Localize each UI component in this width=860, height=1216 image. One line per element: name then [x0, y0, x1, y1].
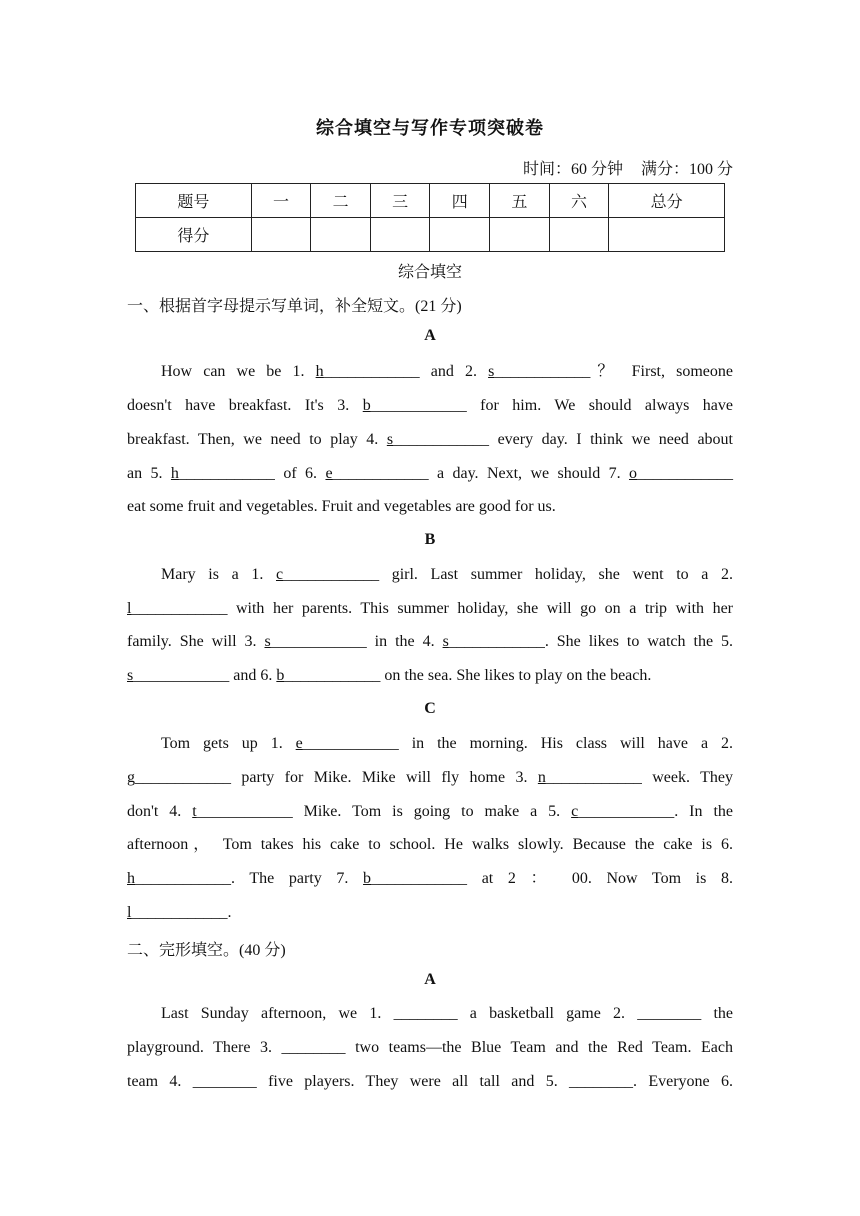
score-cell[interactable] [311, 218, 371, 252]
header-cell: 五 [490, 184, 550, 218]
hint-letter: n [537, 769, 546, 786]
passage-line [127, 835, 733, 855]
full-score: 满分：100 分 [640, 161, 733, 178]
header-cell: 题号 [136, 184, 252, 218]
score-cell[interactable] [251, 218, 311, 252]
passage-text: ____________ of 6. [178, 465, 326, 482]
hint-letter: s [442, 633, 449, 650]
passage-a-label: A [424, 327, 436, 344]
hint-letter: h [315, 363, 324, 380]
score-table-score-row [136, 218, 725, 252]
passage-text: Tom gets up 1. [161, 735, 296, 752]
passage-line [161, 362, 733, 382]
score-table [135, 183, 725, 252]
hint-letter: b [363, 870, 372, 887]
section-2-heading: 二、完形填空。(40 分) [127, 942, 286, 959]
passage-c-label: C [424, 700, 436, 717]
passage-text: don't 4. [127, 803, 193, 820]
passage-text: ____________ and 6. [133, 667, 277, 684]
hint-letter: s [264, 633, 271, 650]
header-cell: 一 [251, 184, 311, 218]
hint-letter: o [629, 465, 638, 482]
passage-text: ____________ girl. Last summer holiday, she went to a 2. [283, 566, 733, 583]
section-1-heading: 一、根据首字母提示写单词，补全短文。(21 分) [127, 298, 462, 315]
passage-text: ____________. The party 7. [135, 870, 364, 887]
header-cell: 二 [311, 184, 371, 218]
passage-text: ____________ [637, 465, 734, 482]
passage-text: ____________. [131, 904, 232, 921]
score-cell[interactable] [430, 218, 490, 252]
hint-letter: b [276, 667, 285, 684]
score-table-header-row [136, 184, 725, 218]
score-cell[interactable] [490, 218, 550, 252]
header-cell: 六 [549, 184, 609, 218]
passage-text: Mary is a 1. [161, 566, 276, 583]
passage-line [127, 1072, 733, 1092]
passage-text: ____________ week. They [545, 769, 733, 786]
passage-text: ____________ for him. We should always have [370, 397, 734, 414]
passage-text: ____________ party for Mike. Mike will fly home 3. [135, 769, 538, 786]
passage-line [127, 396, 733, 416]
hint-letter: s [488, 363, 495, 380]
hint-letter: s [386, 431, 394, 448]
passage-text: an 5. [127, 465, 171, 482]
header-cell: 三 [370, 184, 430, 218]
passage-text: family. She will 3. [127, 633, 265, 650]
passage-text: afternoon， Tom takes his cake to school. He walks slowly. Because the cake is 6. [127, 836, 733, 853]
passage-text: How can we be 1. [161, 363, 316, 380]
hint-letter: h [170, 465, 179, 482]
score-cell[interactable] [609, 218, 725, 252]
part-heading: 综合填空 [397, 264, 462, 281]
passage-text: breakfast. Then, we need to play 4. [127, 431, 387, 448]
hint-letter: h [127, 870, 135, 887]
passage-line [127, 768, 733, 788]
hint-letter: g [127, 769, 135, 786]
score-cell[interactable] [370, 218, 430, 252]
hint-letter: e [295, 735, 303, 752]
time-limit: 时间：60 分钟 [522, 161, 623, 178]
passage-line [127, 632, 733, 652]
passage-text: ____________ on the sea. She likes to play on the beach. [284, 667, 652, 684]
passage-text: ____________ Mike. Tom is going to make a 5. [196, 803, 572, 820]
passage-line [127, 666, 733, 686]
passage-line [127, 497, 733, 517]
passage-line [127, 464, 733, 484]
score-row-label: 得分 [136, 218, 252, 252]
score-cell[interactable] [549, 218, 609, 252]
passage-text: ____________ in the 4. [270, 633, 443, 650]
passage-text: ____________. In the [578, 803, 734, 820]
passage-text: ____________ a day. Next, we should 7. [332, 465, 630, 482]
hint-letter: l [127, 600, 132, 617]
passage-text: ____________ every day. I think we need about [393, 431, 734, 448]
cloze-a-label: A [424, 971, 436, 988]
hint-letter: c [571, 803, 579, 820]
header-cell: 四 [430, 184, 490, 218]
passage-text: doesn't have breakfast. It's 3. [127, 397, 363, 414]
passage-line [127, 430, 733, 450]
hint-letter: b [362, 397, 371, 414]
passage-line [127, 599, 733, 619]
hint-letter: e [325, 465, 333, 482]
page-title: 综合填空与写作专项突破卷 [316, 118, 544, 139]
passage-text: playground. There 3. ________ two teams—the Blue Team and the Red Team. Each [127, 1039, 733, 1056]
passage-text: ____________. She likes to watch the 5. [448, 633, 734, 650]
passage-text: ____________ and 2. [323, 363, 489, 380]
passage-text: eat some fruit and vegetables. Fruit and vegetables are good for us. [127, 498, 556, 515]
hint-letter: t [192, 803, 197, 820]
hint-letter: l [127, 904, 132, 921]
passage-text: team 4. ________ five players. They were all tall and 5. ________. Everyone 6. [127, 1073, 733, 1090]
passage-text: Last Sunday afternoon, we 1. ________ a basketball game 2. ________ the [161, 1005, 733, 1022]
time-info [509, 156, 733, 179]
passage-b-label: B [424, 531, 436, 548]
passage-line [127, 1038, 733, 1058]
passage-text: ____________？ First, someone [494, 363, 733, 380]
passage-line [127, 869, 733, 889]
passage-line [161, 565, 733, 585]
header-cell: 总分 [609, 184, 725, 218]
passage-text: ____________ at 2 ： 00. Now Tom is 8. [371, 870, 733, 887]
hint-letter: s [127, 667, 134, 684]
passage-text: ____________ with her parents. This summer holiday, she will go on a trip with her [131, 600, 733, 617]
passage-text: ____________ in the morning. His class will have a 2. [302, 735, 734, 752]
hint-letter: c [275, 566, 284, 583]
passage-line [127, 903, 733, 923]
passage-line [161, 734, 733, 754]
passage-line [161, 1004, 733, 1024]
passage-line [127, 802, 733, 822]
